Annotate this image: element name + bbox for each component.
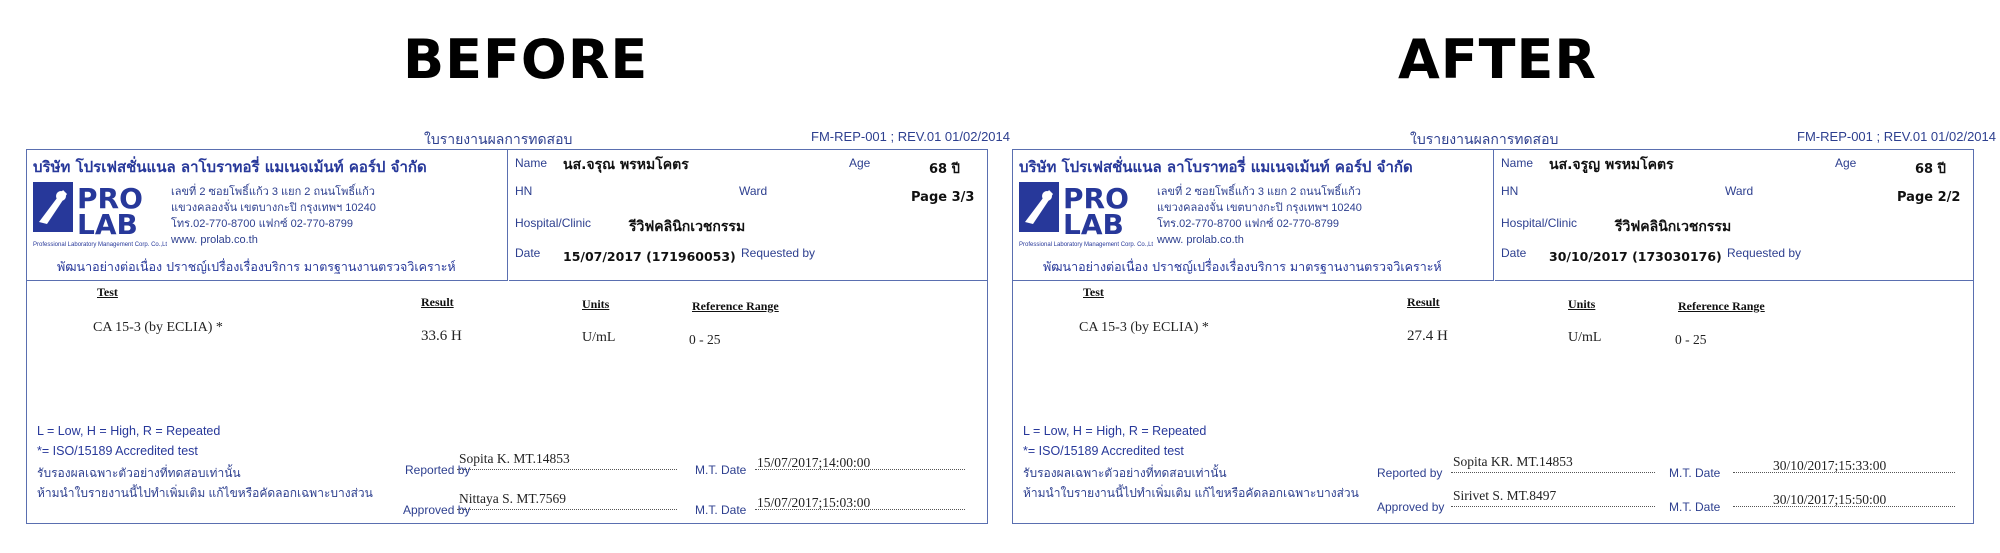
company-header (1013, 150, 1494, 281)
copy-restriction-note: ห้ามนำใบรายงานนี้ไปทำเพิ่มเติม แก้ไขหรือคัดลอกเฉพาะบางส่วน (1023, 486, 1359, 500)
units-column-header: Units (1568, 297, 1596, 311)
approved-mt-date-value: 30/10/2017;15:50:00 (1773, 492, 1887, 507)
address-line: www. prolab.co.th (171, 234, 258, 246)
patient-age: 68 ปี (929, 162, 960, 177)
report-date: 30/10/2017 (173030176) (1549, 249, 1722, 264)
approved-by-line (457, 509, 677, 510)
date-label: Date (1501, 246, 1527, 260)
test-units: U/mL (1568, 330, 1602, 345)
reported-by-line (457, 469, 677, 470)
name-label: Name (1501, 156, 1534, 170)
approved-mt-date-value: 15/07/2017;15:03:00 (757, 495, 871, 510)
reported-by-label: Reported by (1377, 466, 1443, 480)
company-name: บริษัท โปรเฟสชั่นแนล ลาโบราทอรี่ แมเนจเม้นท์ คอร์ป จำกัด (33, 158, 427, 176)
date-label: Date (515, 246, 541, 260)
company-slogan: พัฒนาอย่างต่อเนื่อง ปราชญ์เปรื่องเรื่องบริการ มาตรฐานงานตรวจวิเคราะห์ (57, 259, 456, 274)
clinic-label: Hospital/Clinic (1501, 216, 1578, 230)
approved-by-label: Approved by (403, 503, 471, 517)
address-line: แขวงคลองจั่น เขตบางกะปิ กรุงเทพฯ 10240 (1157, 202, 1362, 214)
logo-text-top: PRO (1063, 182, 1129, 215)
prolab-logo (33, 182, 167, 250)
company-header (27, 150, 508, 281)
result-column-header: Result (1407, 295, 1440, 309)
age-label: Age (849, 156, 871, 170)
test-result: 33.6 H (421, 328, 462, 344)
address-line: โทร.02-770-8700 แฟกซ์ 02-770-8799 (1157, 218, 1340, 230)
test-reference-range: 0 - 25 (689, 332, 721, 347)
approved-date-line (755, 509, 965, 510)
hn-label: HN (1501, 184, 1519, 198)
certification-note: รับรองผลเฉพาะตัวอย่างที่ทดสอบเท่านั้น (1023, 466, 1227, 480)
document-title: ใบรายงานผลการทดสอบ (424, 131, 573, 147)
logo-text-top: PRO (77, 182, 143, 215)
address-line: โทร.02-770-8700 แฟกซ์ 02-770-8799 (171, 218, 354, 230)
reported-mt-date-value: 30/10/2017;15:33:00 (1773, 458, 1887, 473)
test-column-header: Test (97, 285, 118, 299)
logo-text-bottom: LAB (1063, 208, 1124, 241)
logo-subtext: Professional Laboratory Management Corp. Co.,Ltd. (33, 242, 167, 248)
approved-by-label: Approved by (1377, 500, 1445, 514)
approved-by-value: Nittaya S. MT.7569 (459, 491, 566, 506)
reported-date-line (1733, 472, 1955, 473)
certification-note: รับรองผลเฉพาะตัวอย่างที่ทดสอบเท่านั้น (37, 466, 241, 480)
address-line: เลขที่ 2 ซอยโพธิ์แก้ว 3 แยก 2 ถนนโพธิ์แก้ว (1157, 186, 1361, 198)
requested-by-label: Requested by (1727, 246, 1802, 260)
patient-header (1495, 150, 1973, 281)
requested-by-label: Requested by (741, 246, 816, 260)
flag-legend: L = Low, H = High, R = Repeated (37, 424, 221, 438)
clinic-name: รีวิฟคลินิกเวชกรรม (629, 219, 746, 235)
before-report (14, 128, 1022, 523)
company-address (171, 184, 376, 248)
logo-subtext: Professional Laboratory Management Corp. Co.,Ltd. (1019, 242, 1153, 248)
reported-by-value: Sopita KR. MT.14853 (1453, 454, 1573, 469)
ward-label: Ward (1725, 184, 1754, 198)
company-slogan: พัฒนาอย่างต่อเนื่อง ปราชญ์เปรื่องเรื่องบริการ มาตรฐานงานตรวจวิเคราะห์ (1043, 259, 1442, 274)
reference-range-column-header: Reference Range (1678, 299, 1765, 313)
address-line: แขวงคลองจั่น เขตบางกะปิ กรุงเทพฯ 10240 (171, 202, 376, 214)
report-date: 15/07/2017 (171960053) (563, 249, 736, 264)
copy-restriction-note: ห้ามนำใบรายงานนี้ไปทำเพิ่มเติม แก้ไขหรือคัดลอกเฉพาะบางส่วน (37, 486, 373, 500)
test-name: CA 15-3 (by ECLIA) * (1079, 320, 1209, 335)
ward-label: Ward (739, 184, 768, 198)
address-line: เลขที่ 2 ซอยโพธิ์แก้ว 3 แยก 2 ถนนโพธิ์แก้ว (171, 186, 375, 198)
test-units: U/mL (582, 330, 616, 345)
units-column-header: Units (582, 297, 610, 311)
patient-age: 68 ปี (1915, 162, 1946, 177)
document-code: FM-REP-001 ; REV.01 01/02/2014 (1797, 129, 1996, 144)
test-result: 27.4 H (1407, 328, 1448, 344)
clinic-name: รีวิฟคลินิกเวชกรรม (1615, 219, 1732, 235)
iso-note: *= ISO/15189 Accredited test (37, 444, 198, 458)
report-frame (1012, 149, 1974, 524)
page-number: Page 2/2 (1897, 190, 1961, 205)
reported-by-label: Reported by (405, 463, 471, 477)
reported-mt-date-label: M.T. Date (1669, 466, 1721, 480)
hn-label: HN (515, 184, 533, 198)
prolab-logo (1019, 182, 1153, 250)
patient-name: นส.จรูญ พรหมโคตร (1549, 157, 1674, 173)
approved-mt-date-label: M.T. Date (695, 503, 747, 517)
approved-mt-date-label: M.T. Date (1669, 500, 1721, 514)
document-title: ใบรายงานผลการทดสอบ (1410, 131, 1559, 147)
reported-by-value: Sopita K. MT.14853 (459, 451, 570, 466)
test-name: CA 15-3 (by ECLIA) * (93, 320, 223, 335)
logo-text-bottom: LAB (77, 208, 138, 241)
reported-by-line (1451, 472, 1655, 473)
reported-mt-date-value: 15/07/2017;14:00:00 (757, 455, 871, 470)
approved-by-line (1451, 506, 1655, 507)
iso-note: *= ISO/15189 Accredited test (1023, 444, 1184, 458)
after-report (1000, 128, 2000, 523)
document-code: FM-REP-001 ; REV.01 01/02/2014 (811, 129, 1010, 144)
reported-date-line (755, 469, 965, 470)
clinic-label: Hospital/Clinic (515, 216, 592, 230)
reported-mt-date-label: M.T. Date (695, 463, 747, 477)
address-line: www. prolab.co.th (1157, 234, 1244, 246)
before-heading: BEFORE (403, 28, 649, 91)
reference-range-column-header: Reference Range (692, 299, 779, 313)
company-name: บริษัท โปรเฟสชั่นแนล ลาโบราทอรี่ แมเนจเม้นท์ คอร์ป จำกัด (1019, 158, 1413, 176)
after-heading: AFTER (1398, 28, 1597, 91)
patient-header (509, 150, 987, 281)
flag-legend: L = Low, H = High, R = Repeated (1023, 424, 1207, 438)
test-column-header: Test (1083, 285, 1104, 299)
page-number: Page 3/3 (911, 190, 975, 205)
result-column-header: Result (421, 295, 454, 309)
name-label: Name (515, 156, 548, 170)
age-label: Age (1835, 156, 1857, 170)
patient-name: นส.จรุณ พรหมโคตร (563, 157, 689, 173)
report-frame (26, 149, 988, 524)
test-reference-range: 0 - 25 (1675, 332, 1707, 347)
company-address (1157, 184, 1362, 248)
approved-by-value: Sirivet S. MT.8497 (1453, 488, 1557, 503)
approved-date-line (1733, 506, 1955, 507)
